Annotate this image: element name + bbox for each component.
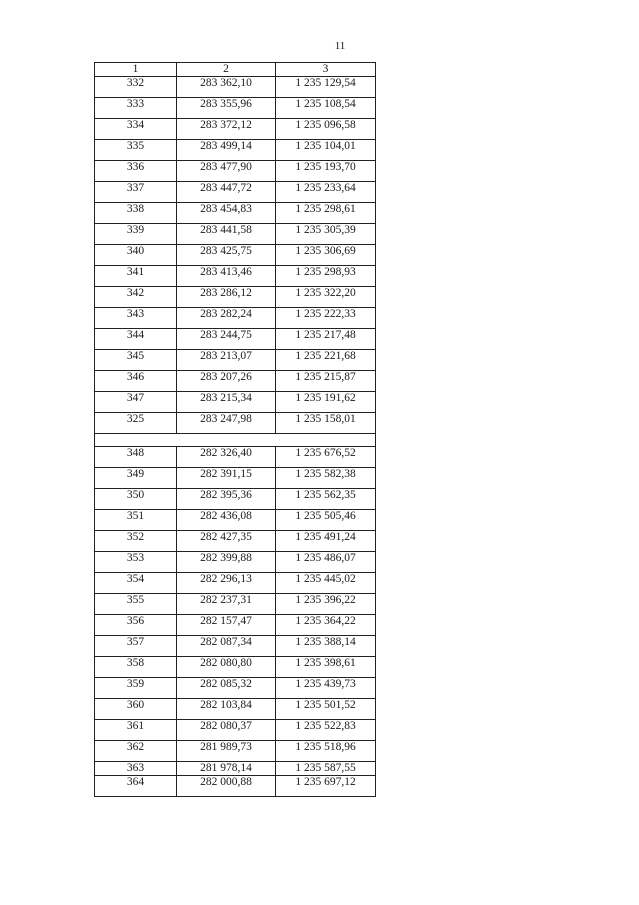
y-coordinate-cell: 1 235 491,24 xyxy=(276,531,376,552)
point-number-cell: 349 xyxy=(95,468,177,489)
y-coordinate-cell: 1 235 582,38 xyxy=(276,468,376,489)
x-coordinate-cell: 281 989,73 xyxy=(177,741,276,762)
y-coordinate-cell: 1 235 217,48 xyxy=(276,329,376,350)
point-number-cell: 361 xyxy=(95,720,177,741)
table-row xyxy=(95,776,376,797)
table-row xyxy=(95,308,376,329)
point-number-cell: 336 xyxy=(95,161,177,182)
y-coordinate-cell: 1 235 587,55 xyxy=(276,762,376,776)
table-row xyxy=(95,77,376,98)
point-number-cell: 343 xyxy=(95,308,177,329)
table-row xyxy=(95,636,376,657)
point-number-cell: 360 xyxy=(95,699,177,720)
y-coordinate-cell: 1 235 522,83 xyxy=(276,720,376,741)
header-col-3: 3 xyxy=(276,63,376,77)
table-row xyxy=(95,287,376,308)
y-coordinate-cell: 1 235 221,68 xyxy=(276,350,376,371)
x-coordinate-cell: 281 978,14 xyxy=(177,762,276,776)
y-coordinate-cell: 1 235 697,12 xyxy=(276,776,376,797)
table-row xyxy=(95,531,376,552)
table-row xyxy=(95,615,376,636)
y-coordinate-cell: 1 235 193,70 xyxy=(276,161,376,182)
y-coordinate-cell: 1 235 501,52 xyxy=(276,699,376,720)
x-coordinate-cell: 282 237,31 xyxy=(177,594,276,615)
coordinates-table xyxy=(94,62,376,797)
x-coordinate-cell: 283 355,96 xyxy=(177,98,276,119)
y-coordinate-cell: 1 235 322,20 xyxy=(276,287,376,308)
y-coordinate-cell: 1 235 398,61 xyxy=(276,657,376,678)
table-row xyxy=(95,329,376,350)
table-row xyxy=(95,392,376,413)
table-row xyxy=(95,350,376,371)
group-separator-row xyxy=(95,434,376,447)
x-coordinate-cell: 283 454,83 xyxy=(177,203,276,224)
x-coordinate-cell: 283 282,24 xyxy=(177,308,276,329)
point-number-cell: 345 xyxy=(95,350,177,371)
x-coordinate-cell: 282 391,15 xyxy=(177,468,276,489)
header-row xyxy=(95,63,376,77)
y-coordinate-cell: 1 235 222,33 xyxy=(276,308,376,329)
x-coordinate-cell: 282 087,34 xyxy=(177,636,276,657)
y-coordinate-cell: 1 235 388,14 xyxy=(276,636,376,657)
point-number-cell: 337 xyxy=(95,182,177,203)
y-coordinate-cell: 1 235 562,35 xyxy=(276,489,376,510)
x-coordinate-cell: 282 436,08 xyxy=(177,510,276,531)
point-number-cell: 356 xyxy=(95,615,177,636)
table-row xyxy=(95,762,376,776)
table-row xyxy=(95,573,376,594)
point-number-cell: 339 xyxy=(95,224,177,245)
x-coordinate-cell: 283 372,12 xyxy=(177,119,276,140)
point-number-cell: 344 xyxy=(95,329,177,350)
table-row xyxy=(95,510,376,531)
table-row xyxy=(95,594,376,615)
table-row xyxy=(95,182,376,203)
point-number-cell: 355 xyxy=(95,594,177,615)
x-coordinate-cell: 283 207,26 xyxy=(177,371,276,392)
point-number-cell: 333 xyxy=(95,98,177,119)
page-number: 11 xyxy=(334,40,346,52)
x-coordinate-cell: 283 499,14 xyxy=(177,140,276,161)
table-row xyxy=(95,657,376,678)
y-coordinate-cell: 1 235 305,39 xyxy=(276,224,376,245)
point-number-cell: 334 xyxy=(95,119,177,140)
point-number-cell: 350 xyxy=(95,489,177,510)
table-row xyxy=(95,161,376,182)
x-coordinate-cell: 282 296,13 xyxy=(177,573,276,594)
table-row xyxy=(95,741,376,762)
point-number-cell: 352 xyxy=(95,531,177,552)
table-row xyxy=(95,413,376,434)
y-coordinate-cell: 1 235 439,73 xyxy=(276,678,376,699)
table-row xyxy=(95,266,376,287)
point-number-cell: 357 xyxy=(95,636,177,657)
x-coordinate-cell: 283 447,72 xyxy=(177,182,276,203)
y-coordinate-cell: 1 235 396,22 xyxy=(276,594,376,615)
table-row xyxy=(95,140,376,161)
point-number-cell: 346 xyxy=(95,371,177,392)
x-coordinate-cell: 282 080,80 xyxy=(177,657,276,678)
table-row xyxy=(95,699,376,720)
y-coordinate-cell: 1 235 104,01 xyxy=(276,140,376,161)
x-coordinate-cell: 282 000,88 xyxy=(177,776,276,797)
x-coordinate-cell: 282 399,88 xyxy=(177,552,276,573)
point-number-cell: 347 xyxy=(95,392,177,413)
table-row xyxy=(95,720,376,741)
x-coordinate-cell: 282 157,47 xyxy=(177,615,276,636)
x-coordinate-cell: 282 427,35 xyxy=(177,531,276,552)
x-coordinate-cell: 282 103,84 xyxy=(177,699,276,720)
point-number-cell: 363 xyxy=(95,762,177,776)
header-col-2: 2 xyxy=(177,63,276,77)
y-coordinate-cell: 1 235 298,93 xyxy=(276,266,376,287)
x-coordinate-cell: 283 413,46 xyxy=(177,266,276,287)
point-number-cell: 348 xyxy=(95,447,177,468)
point-number-cell: 342 xyxy=(95,287,177,308)
x-coordinate-cell: 283 441,58 xyxy=(177,224,276,245)
x-coordinate-cell: 283 477,90 xyxy=(177,161,276,182)
point-number-cell: 341 xyxy=(95,266,177,287)
header-col-1: 1 xyxy=(95,63,177,77)
y-coordinate-cell: 1 235 445,02 xyxy=(276,573,376,594)
x-coordinate-cell: 283 247,98 xyxy=(177,413,276,434)
table-row xyxy=(95,447,376,468)
y-coordinate-cell: 1 235 129,54 xyxy=(276,77,376,98)
point-number-cell: 340 xyxy=(95,245,177,266)
group-separator-cell xyxy=(95,434,376,447)
y-coordinate-cell: 1 235 191,62 xyxy=(276,392,376,413)
y-coordinate-cell: 1 235 298,61 xyxy=(276,203,376,224)
table-row xyxy=(95,203,376,224)
y-coordinate-cell: 1 235 108,54 xyxy=(276,98,376,119)
x-coordinate-cell: 283 362,10 xyxy=(177,77,276,98)
point-number-cell: 351 xyxy=(95,510,177,531)
x-coordinate-cell: 283 215,34 xyxy=(177,392,276,413)
y-coordinate-cell: 1 235 486,07 xyxy=(276,552,376,573)
x-coordinate-cell: 282 326,40 xyxy=(177,447,276,468)
table-header xyxy=(95,63,376,77)
table-row xyxy=(95,678,376,699)
y-coordinate-cell: 1 235 158,01 xyxy=(276,413,376,434)
point-number-cell: 353 xyxy=(95,552,177,573)
point-number-cell: 354 xyxy=(95,573,177,594)
point-number-cell: 364 xyxy=(95,776,177,797)
x-coordinate-cell: 282 395,36 xyxy=(177,489,276,510)
y-coordinate-cell: 1 235 233,64 xyxy=(276,182,376,203)
table-row xyxy=(95,224,376,245)
y-coordinate-cell: 1 235 096,58 xyxy=(276,119,376,140)
y-coordinate-cell: 1 235 215,87 xyxy=(276,371,376,392)
table-row xyxy=(95,98,376,119)
x-coordinate-cell: 283 244,75 xyxy=(177,329,276,350)
table-row xyxy=(95,468,376,489)
table-body xyxy=(95,77,376,797)
point-number-cell: 325 xyxy=(95,413,177,434)
table-row xyxy=(95,245,376,266)
y-coordinate-cell: 1 235 676,52 xyxy=(276,447,376,468)
table-row xyxy=(95,489,376,510)
table-row xyxy=(95,371,376,392)
y-coordinate-cell: 1 235 364,22 xyxy=(276,615,376,636)
point-number-cell: 332 xyxy=(95,77,177,98)
x-coordinate-cell: 283 425,75 xyxy=(177,245,276,266)
y-coordinate-cell: 1 235 505,46 xyxy=(276,510,376,531)
table-row xyxy=(95,119,376,140)
table-row xyxy=(95,552,376,573)
y-coordinate-cell: 1 235 518,96 xyxy=(276,741,376,762)
point-number-cell: 359 xyxy=(95,678,177,699)
point-number-cell: 358 xyxy=(95,657,177,678)
x-coordinate-cell: 283 286,12 xyxy=(177,287,276,308)
x-coordinate-cell: 282 080,37 xyxy=(177,720,276,741)
y-coordinate-cell: 1 235 306,69 xyxy=(276,245,376,266)
point-number-cell: 338 xyxy=(95,203,177,224)
point-number-cell: 362 xyxy=(95,741,177,762)
point-number-cell: 335 xyxy=(95,140,177,161)
x-coordinate-cell: 283 213,07 xyxy=(177,350,276,371)
x-coordinate-cell: 282 085,32 xyxy=(177,678,276,699)
